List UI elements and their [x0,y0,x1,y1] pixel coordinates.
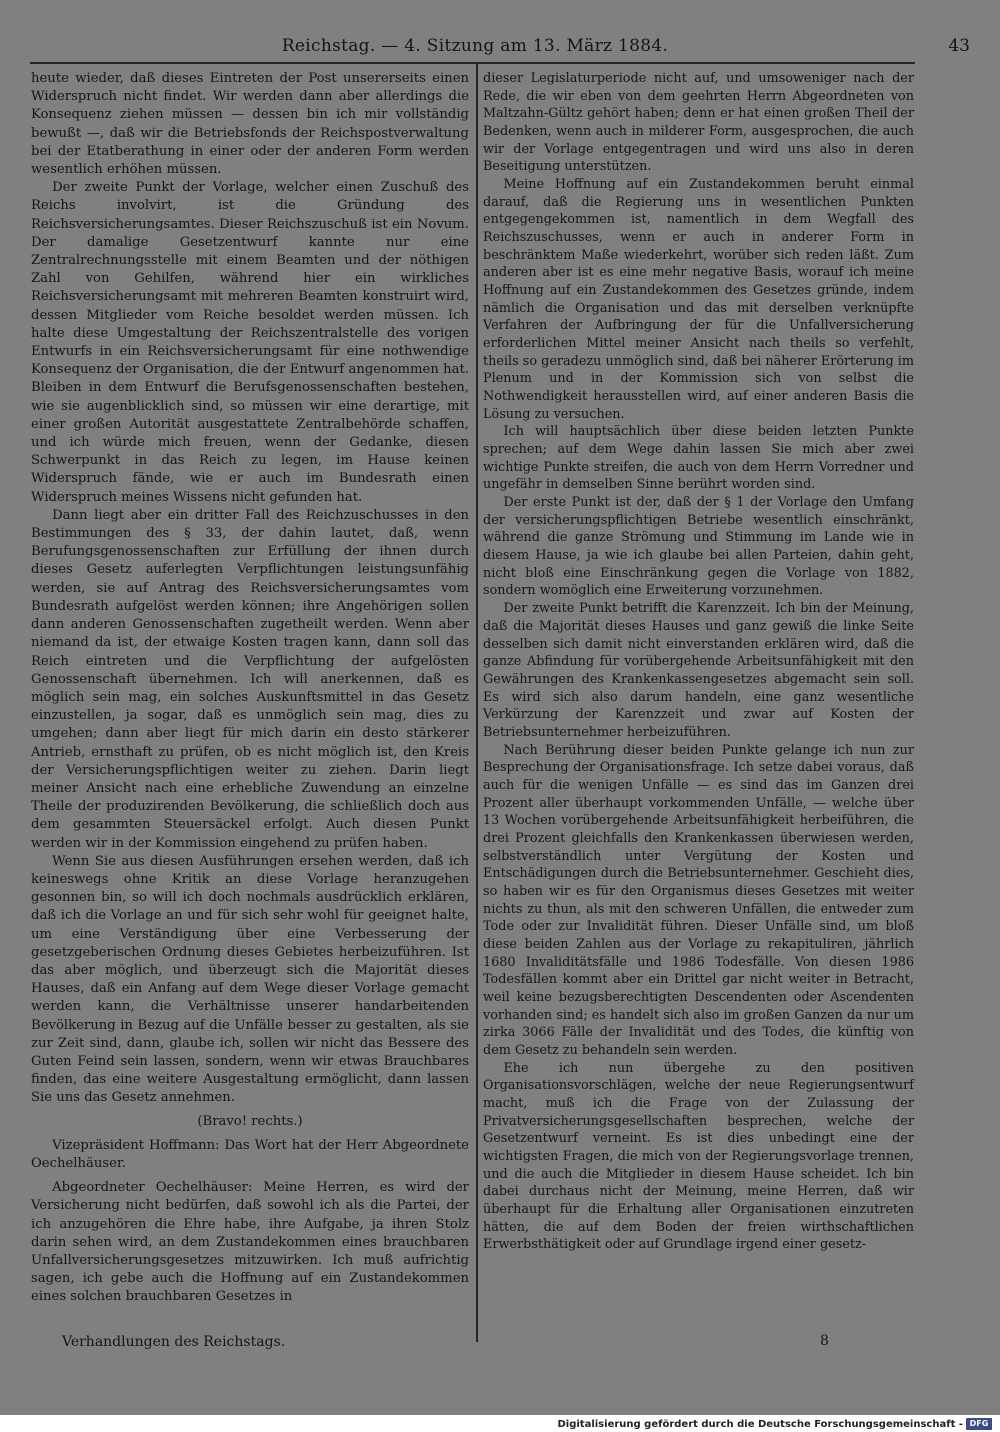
header-title: Reichstag. — 4. Sitzung am 13. März 1884. [281,36,669,56]
paragraph: dieser Legislaturperiode nicht auf, und umsoweniger nach der Rede, die wir eben von dem geehrten Herrn Abgeordneten von Maltzahn-Gültz gehört haben; denn er hat einen großen Theil der Bedenken, wenn auch in milderer Form, ausgesprochen, die auch wir der Vorlage entgegentragen und wird uns also in deren Beseitigung unterstützen. [483,71,914,175]
attribution-text: Digitalisierung gefördert durch die Deutsche Forschungsgemeinschaft - [557,1418,963,1430]
paragraph: Dann liegt aber ein dritter Fall des Reichzuschusses in den Bestimmungen des § 33, der dahin lautet, daß, wenn Berufungsgenossenschaften zur Erfüllung der ihnen durch dieses Gesetz auferlegten Verpflichtungen leistungsunfähig werden, sie auf Antrag des Reichsversicherungsamtes vom Bundesrath aufgelöst werden können; ihre Angehörigen sollen dann anderen Genossenschaften zugetheilt werden. Wenn aber niemand da ist, der etwaige Kosten tragen kann, dann soll das Reich eintreten und die Verpflichtung der aufgelösten Genossenschaft übernehmen. Ich will anerkennen, daß es möglich sein mag, ein solches Auskunftsmittel in das Gesetz einzustellen, ja sogar, daß es unmöglich sein mag, dies zu umgehen; dann aber liegt für mich darin ein desto stärkerer Antrieb, ernsthaft zu prüfen, ob es nicht möglich ist, den Kreis der Versicherungspflichtigen weiter zu ziehen. Darin liegt meiner Ansicht nach eine erhebliche Zuwendung an einzelne Theile der produzirenden Bevölkerung, die schließlich doch aus dem gesammten Steuersäckel erfolgt. Auch diesen Punkt werden wir in der Kommission eingehend zu prüfen haben. [31,507,469,851]
paragraph: Der zweite Punkt der Vorlage, welcher einen Zuschuß des Reichs involvirt, ist die Gründung des Reichsversicherungsamtes. Dieser Reichszuschuß ist ein Novum. Der damalige Gesetzentwurf kannte nur eine Zentralrechnungsstelle mit einem Beamten und der nöthigen Zahl von Gehilfen, während hier ein wirkliches Reichsversicherungsamt mit mehreren Beamten konstruirt wird, dessen Mitglieder vom Reiche besoldet werden müssen. Ich halte diese Umgestaltung der Reichszentralstelle des vorigen Entwurfs in ein Reichsversicherungsamt für eine nothwendige Konsequenz der Organisation, die der Entwurf angenommen hat. Bleiben in dem Entwurf die Berufsgenossenschaften bestehen, wie sie augenblicklich sind, so müssen wir eine derartige, mit einer großen Autorität ausgestattete Zentralbehörde schaffen, und ich würde mich freuen, wenn der Gedanke, diesen Schwerpunkt in das Reich zu legen, im Hause keinen Widerspruch fände, wie er auch im Bundesrath einen Widerspruch meines Wissens nicht gefunden hat. [31,180,469,505]
attribution-bar [557,1417,992,1431]
dfg-logo-icon: DFG [966,1418,992,1430]
applause-note: (Bravo! rechts.) [197,1113,303,1129]
paragraph: Ich will hauptsächlich über diese beiden letzten Punkte sprechen; auf dem Wege dahin lassen Sie mich aber zwei wichtige Punkte streifen, die auch von dem Herrn Vorredner und ungefähr in demselben Sinne berührt worden sind. [483,424,914,493]
speech-text: Das Wort hat der Herr Abgeordnete Oechelhäuser. [31,1137,469,1171]
speaker-name: Abgeordneter Oechelhäuser: [52,1180,253,1196]
speech-vice-president [31,1137,469,1173]
paragraph: Nach Berührung dieser beiden Punkte gelange ich nun zur Besprechung der Organisationsfrage. Ich setze dabei voraus, daß auch für die wenigen Unfälle — es sind das im Ganzen drei Prozent aller überhaupt vorkommenden Unfälle, — welche über 13 Wochen vorübergehende Arbeitsunfähigkeit herbeiführen, die drei Prozent gleichfalls den Krankenkassen überwiesen werden, selbstverständlich unter Vergütung der Kosten und Entschädigungen durch die Betriebsunternehmer. Geschieht dies, so haben wir es für den Organismus dieses Gesetzes mit weiter nichts zu thun, als mit den schweren Unfällen, die entweder zum Tode oder zur Invalidität führen. Dieser Unfälle sind, um bloß diese beiden Zahlen aus der Vorlage zu rekapituliren, jährlich 1680 Invaliditätsfälle und 1986 Todesfälle. Von diesen 1986 Todesfällen kommt aber ein Drittel gar nicht weiter in Betracht, weil keine bezugsberechtigten Descendenten oder Ascendenten vorhanden sind; es handelt sich also im großen Ganzen da nur um zirka 3066 Fälle der Invalidität und des Todes, die künftig von dem Gesetz zu behandeln sein werden. [483,742,914,1058]
right-column [483,70,914,1254]
paragraph: Ehe ich nun übergehe zu den positiven Organisationsvorschlägen, welche der neue Regierungsentwurf macht, muß ich die Frage von der Zulassung der Privatversicherungsgesellschaften besprechen, welche der Gesetzentwurf verneint. Es ist dies unbedingt eine der wichtigsten Fragen, die mich von der Regierungsvorlage trennen, und die auch die Mitglieder in diesem Hause scheidet. Ich bin dabei durchaus nicht der Meinung, meine Herren, daß wir überhaupt für die Erhaltung aller Organisationen einzutreten hätten, die auf dem Boden der freien wirthschaftlichen Erwerbsthätigkeit oder auf Grundlage irgend einer gesetz- [483,1060,914,1253]
speech-text: Meine Herren, es wird der Versicherung nicht bedürfen, daß sowohl ich als die Partei, der ich anzugehören die Ehre habe, ihre Aufgabe, ja ihren Stolz darin sehen wird, an dem Zustandekommen eines brauchbaren Unfallversicherungsgesetzes mitzuwirken. Ich muß aufrichtig sagen, ich gebe auch die Hoffnung auf ein Zustandekommen eines solchen brauchbaren Gesetzes in [31,1180,469,1305]
header-rule [30,62,915,64]
speech-oechelhaeuser [31,1179,469,1306]
paragraph: Wenn Sie aus diesen Ausführungen ersehen werden, daß ich keineswegs ohne Kritik an diese Vorlage heranzugehen gesonnen bin, so will ich doch nochmals ausdrücklich erklären, daß ich die Vorlage an und für sich sehr wohl für geeignet halte, um eine Verständigung über eine Verbesserung der gesetzgeberischen Ordnung dieses Gebietes herbeizuführen. Ist das aber möglich, und überzeugt sich die Majorität dieses Hauses, daß ein Anfang auf dem Wege dieser Vorlage gemacht werden kann, die Verhältnisse unserer handarbeitenden Bevölkerung in Bezug auf die Unfälle besser zu gestalten, als sie zur Zeit sind, dann, glaube ich, sollen wir nicht das Bessere des Guten Feind sein lassen, sondern, wenn wir etwas Brauchbares finden, das eine weitere Ausgestaltung ermöglicht, dann lassen Sie uns das Gesetz annehmen. [31,853,469,1106]
running-header [30,36,970,60]
left-column [31,70,469,1307]
paragraph: Der erste Punkt ist der, daß der § 1 der Vorlage den Umfang der versicherungspflichtigen Betriebe wesentlich einschränkt, während die ganze Strömung und Stimmung im Lande wie in diesem Hause, ja wie ich glaube bei allen Parteien, dahin geht, nicht bloß eine Einschränkung gegen die Vorlage von 1882, sondern womöglich eine Erweiterung vorzunehmen. [483,495,914,599]
page-number: 43 [948,36,970,56]
speaker-name: Vizepräsident Hoffmann: [52,1137,220,1153]
column-rule [476,64,478,1342]
paragraph: Der zweite Punkt betrifft die Karenzzeit. Ich bin der Meinung, daß die Majorität dieses Hauses und ganz gewiß die linke Seite desselben sich damit nicht einverstanden erklären wird, daß die ganze Abfindung für vorübergehende Arbeitsunfähigkeit mit den Gewährungen des Krankenkassengesetzes abgemacht sein soll. Es wird sich also darum handeln, eine ganz wesentliche Verkürzung der Karenzzeit und zwar auf Kosten der Betriebsunternehmer herbeizuführen. [483,601,914,740]
footer-title: Verhandlungen des Reichstags. [62,1334,286,1350]
sheet-number: 8 [820,1333,829,1349]
paragraph: Meine Hoffnung auf ein Zustandekommen beruht einmal darauf, daß die Regierung uns in wesentlichen Punkten entgegengekommen ist, namentlich in dem Wegfall des Reichszuschusses, wenn er auch in anderer Form in beschränktem Maße wiederkehrt, worüber sich reden läßt. Zum anderen aber ist es eine mehr negative Basis, worauf ich meine Hoffnung auf ein Zustandekommen des Gesetzes gründe, indem nämlich die Organisation und das mit derselben verknüpfte Verfahren der Aufbringung der für die Unfallversicherung erforderlichen Mittel meiner Ansicht nach theils so verfehlt, theils so geradezu unmöglich sind, daß bei näherer Erörterung im Plenum und in der Kommission sich von selbst die Nothwendigkeit herausstellen wird, auf einer anderen Basis die Lösung zu versuchen. [483,177,914,422]
paragraph: heute wieder, daß dieses Eintreten der Post unsererseits einen Widerspruch nicht findet. Wir werden dann aber allerdings die Konsequenz ziehen müssen — dessen bin ich mir vollständig bewußt —, daß wir die Betriebsfonds der Reichspostverwaltung bei der Etatberathung in einer oder der anderen Form werden wesentlich erhöhen müssen. [31,71,469,178]
